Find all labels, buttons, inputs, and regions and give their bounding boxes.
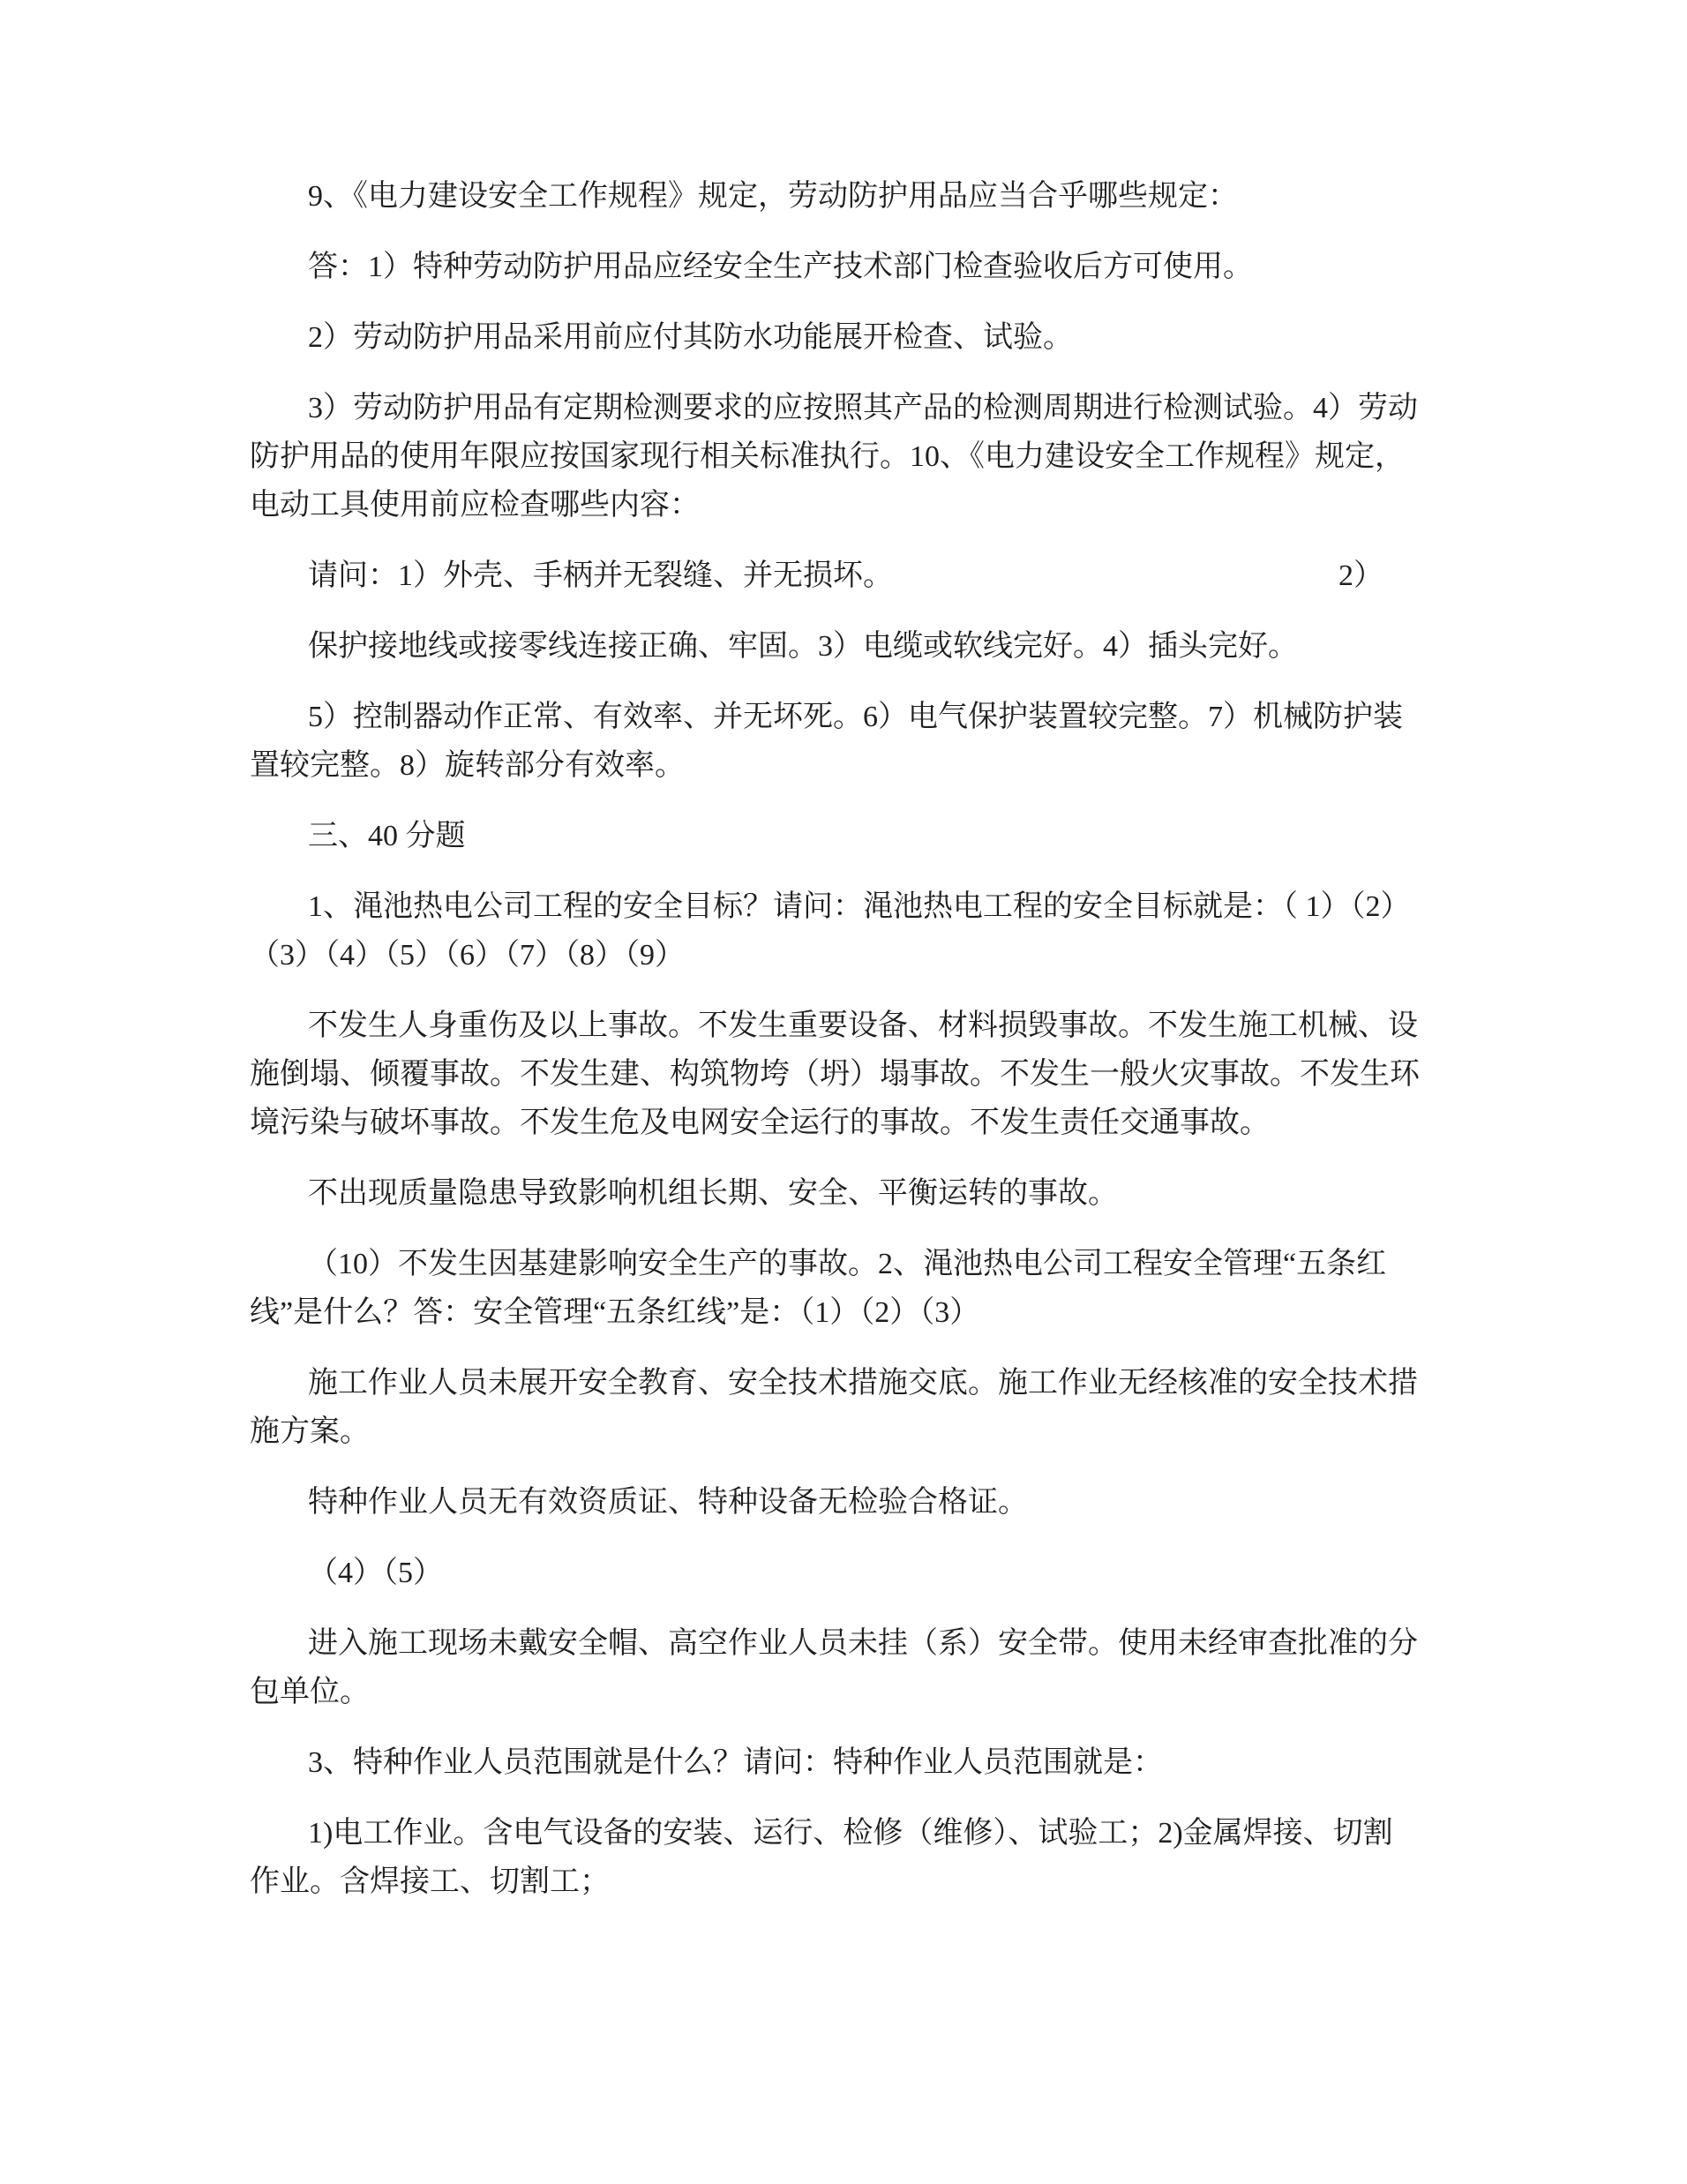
paragraph — [250, 1240, 1443, 1337]
paragraph — [250, 243, 1443, 291]
paragraph — [250, 882, 1443, 979]
paragraph — [250, 1738, 1443, 1787]
text-line: （3）（4）（5）（6）（7）（8）（9） — [250, 939, 685, 972]
paragraph — [250, 172, 1443, 221]
text-line: 电动工具使用前应检查哪些内容： — [250, 489, 700, 522]
text-line: 置较完整。8）旋转部分有效率。 — [250, 749, 685, 782]
text-line: 施方案。 — [250, 1415, 370, 1448]
paragraph — [250, 1549, 1443, 1597]
text-line: 3）劳动防护用品有定期检测要求的应按照其产品的检测周期进行检测试验。4）劳动 — [308, 392, 1418, 424]
paragraph — [250, 1359, 1443, 1456]
text-line: 3、特种作业人员范围就是什么？请问：特种作业人员范围就是： — [308, 1746, 1163, 1779]
text-line: 防护用品的使用年限应按国家现行相关标准执行。10、《电力建设安全工作规程》规定， — [250, 440, 1405, 473]
text-line: 2）劳动防护用品采用前应付其防水功能展开检查、试验。 — [308, 321, 1073, 354]
text-line: 1、渑池热电公司工程的安全目标？请问：渑池热电工程的安全目标就是：（ 1）（2） — [308, 890, 1411, 923]
paragraph — [250, 1169, 1443, 1218]
paragraph — [250, 693, 1443, 790]
text-line: 不出现质量隐患导致影响机组长期、安全、平衡运转的事故。 — [308, 1177, 1118, 1210]
text-line — [250, 552, 1443, 600]
text-segment: 请问：1）外壳、手柄并无裂缝、并无损坏。 — [308, 559, 893, 592]
text-line: 作业。含焊接工、切割工； — [250, 1865, 610, 1898]
paragraph — [250, 1809, 1443, 1906]
text-line: 包单位。 — [250, 1676, 370, 1708]
text-line: 不发生人身重伤及以上事故。不发生重要设备、材料损毁事故。不发生施工机械、设 — [308, 1009, 1418, 1042]
text-line: 保护接地线或接零线连接正确、牢固。3）电缆或软线完好。4）插头完好。 — [308, 630, 1298, 663]
paragraph — [250, 1478, 1443, 1527]
paragraph — [250, 384, 1443, 529]
paragraph — [250, 622, 1443, 671]
text-line: 答：1）特种劳动防护用品应经安全生产技术部门检查验收后方可使用。 — [308, 251, 1253, 283]
text-line: （10）不发生因基建影响安全生产的事故。2、渑池热电公司工程安全管理“五条红 — [308, 1248, 1387, 1280]
text-line: 进入施工现场未戴安全帽、高空作业人员未挂（系）安全带。使用未经审查批准的分 — [308, 1627, 1418, 1660]
text-line: 线”是什么？答：安全管理“五条红线”是：（1）（2）（3） — [250, 1296, 980, 1329]
paragraph — [250, 1002, 1443, 1147]
section-heading: 三、40 分题 — [308, 820, 466, 852]
text-line: （4）（5） — [308, 1557, 443, 1589]
tail-number: 2） — [1338, 559, 1383, 592]
text-line: 9、《电力建设安全工作规程》规定，劳动防护用品应当合乎哪些规定： — [308, 180, 1238, 213]
text-line: 施倒塌、倾覆事故。不发生建、构筑物垮（坍）塌事故。不发生一般火灾事故。不发生环 — [250, 1058, 1420, 1091]
text-line: 1)电工作业。含电气设备的安装、运行、检修（维修）、试验工；2)金属焊接、切割 — [308, 1817, 1393, 1850]
paragraph — [250, 1619, 1443, 1716]
paragraph — [250, 313, 1443, 362]
text-line: 境污染与破坏事故。不发生危及电网安全运行的事故。不发生责任交通事故。 — [250, 1107, 1270, 1139]
text-line: 5）控制器动作正常、有效率、并无坏死。6）电气保护装置较完整。7）机械防护装 — [308, 701, 1403, 733]
paragraph — [250, 812, 1443, 860]
text-content — [250, 172, 1443, 1928]
text-line: 施工作业人员未展开安全教育、安全技术措施交底。施工作业无经核准的安全技术措 — [308, 1367, 1418, 1400]
text-line: 特种作业人员无有效资质证、特种设备无检验合格证。 — [308, 1486, 1028, 1519]
paragraph — [250, 552, 1443, 600]
